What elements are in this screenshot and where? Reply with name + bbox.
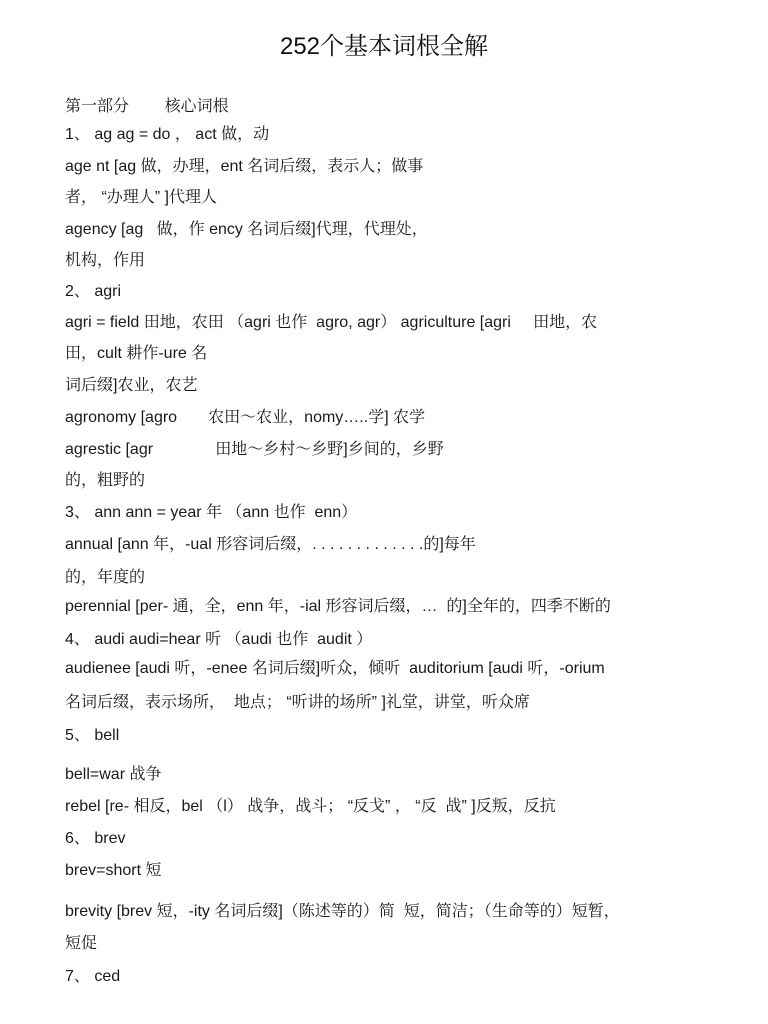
entry-heading: 5、 bell — [65, 727, 120, 744]
entry-heading: 6、 brev — [65, 830, 126, 847]
text-line: brev=short 短 — [65, 862, 162, 879]
text-line: agency [ag 做，作 ency 名词后缀]代理，代理处， — [65, 221, 428, 238]
text-line: age nt [ag 做，办理，ent 名词后缀，表示人；做事 — [65, 158, 424, 175]
text-line: 名词后缀，表示场所， 地点； “听讲的场所” ]礼堂，讲堂，听众席 — [65, 694, 530, 711]
text-line: perennial [per- 通，全，enn 年，-ial 形容词后缀，… 的]全年的，四季不断的 — [65, 598, 611, 615]
entry-heading: 4、 audi audi=hear 听 （audi 也作 audit ） — [65, 631, 373, 648]
entry-heading: 1、 ag ag = do ， act 做，动 — [65, 126, 270, 143]
text-line: agri = field 田地，农田 （agri 也作 agro, agr） agriculture [agri 田地，农 — [65, 314, 598, 331]
entry-heading: 7、 ced — [65, 968, 121, 985]
entry-heading: 3、 ann ann = year 年 （ann 也作 enn） — [65, 504, 358, 521]
document-title: 252个基本词根全解 — [279, 33, 489, 60]
entry-heading: 2、 agri — [65, 283, 122, 300]
text-line: agronomy [agro 农田〜农业，nomy…..学] 农学 — [65, 409, 426, 426]
text-line: rebel [re- 相反，bel （l） 战争，战斗； “反戈” ， “反 战” ]反叛，反抗 — [65, 798, 556, 815]
text-line: 者， “办理人” ]代理人 — [65, 189, 217, 206]
text-line: audienee [audi 听，-enee 名词后缀]听众，倾听 auditorium [audi 听，-orium — [65, 660, 605, 677]
text-line: 的，粗野的 — [65, 472, 146, 489]
section-heading: 第一部分 核心词根 — [65, 98, 229, 115]
text-line: 的，年度的 — [65, 569, 146, 586]
text-line: 词后缀]农业，农艺 — [65, 377, 198, 394]
text-line: 短促 — [65, 935, 98, 952]
text-line: 机构，作用 — [65, 252, 146, 269]
text-line: brevity [brev 短，-ity 名词后缀]（陈述等的）简 短，简洁；（生命等的）短暂， — [65, 903, 620, 920]
text-line: agrestic [agr 田地〜乡村〜乡野]乡间的，乡野 — [65, 441, 444, 458]
text-line: 田，cult 耕作-ure 名 — [65, 345, 208, 362]
text-line: bell=war 战争 — [65, 766, 162, 783]
text-line: annual [ann 年，-ual 形容词后缀，. . . . . . . . . . . . .的]每年 — [65, 536, 476, 553]
